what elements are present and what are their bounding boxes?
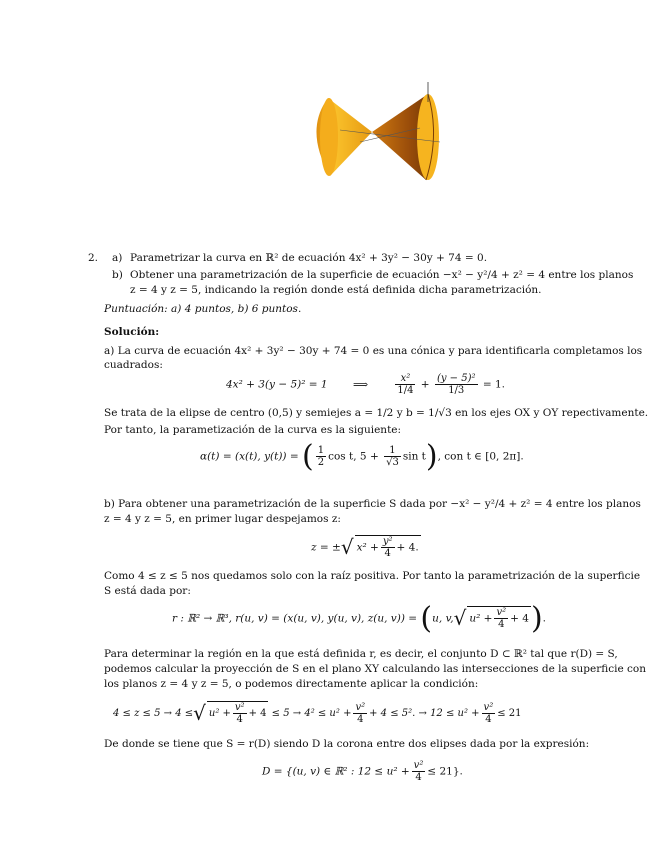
solution-a-paragraph-1b: cuadrados: — [104, 359, 163, 371]
solution-b-paragraph-3c: los planos z = 4 y z = 5, o podemos directamente aplicar la condición: — [104, 678, 479, 690]
problem-score: Puntuación: a) 4 puntos, b) 6 puntos. — [104, 303, 302, 315]
eq5-part-4: ≤ 21 — [497, 708, 522, 719]
equation-3: z = ±√ x² + $\frac{\text{y²}}{4}$ + 4. — [311, 535, 419, 559]
problem-number: 2. — [88, 252, 99, 264]
eq6-right: ≤ 21}. — [427, 765, 463, 778]
equation-4: r : ℝ² → ℝ³, r(u, v) = (x(u, v), y(u, v), z(u, v)) = (u, v,√ u² + $\frac{\text{v²}}{4}$ + 4). — [172, 601, 547, 636]
double-cone-figure — [300, 80, 450, 190]
equation-6 — [262, 760, 463, 783]
eq2-fraction-1: $\frac{1}{2}$ — [317, 445, 325, 468]
eq4-end: . — [542, 612, 547, 625]
eq4-radicand: u² + $\frac{\text{v²}}{4}$ + 4 — [469, 607, 529, 630]
eq1-fraction-2: $\frac{\text{(y − 5)²}}{1/3}$ — [436, 373, 476, 396]
eq1-arrow: ⟹ — [352, 378, 369, 391]
eq1-rhs: = 1. — [482, 378, 506, 391]
right-cone-base — [417, 94, 439, 180]
problem-b-text-1: Obtener una parametrización de la superficie de ecuación −x² − y²/4 + z² = 4 entre los planos — [130, 269, 634, 281]
eq4-left: r : ℝ² → ℝ³, r(u, v) = (x(u, v), y(u, v), z(u, v)) = — [172, 612, 418, 625]
eq2-mid: cos t, 5 + — [328, 450, 379, 463]
eq3-left: z = ± — [311, 541, 341, 554]
eq5-part-2: ≤ 5 → 4² ≤ u² + — [271, 708, 352, 719]
eq5-radicand: u² + $\frac{\text{v²}}{4}$ + 4 — [208, 702, 267, 725]
eq1-plus: + — [420, 378, 430, 391]
eq2-left: α(t) = (x(t), y(t)) = — [200, 450, 299, 463]
equation-2: α(t) = (x(t), y(t)) = ( $\frac{1}{2}$ cos t, 5 + $\frac{1}{√3}$ sin t), con t ∈ [0, 2π]. — [200, 439, 524, 474]
eq2-end: sin t — [402, 450, 426, 463]
equation-1 — [226, 373, 505, 396]
problem-a-text: Parametrizar la curva en ℝ² de ecuación 4x² + 3y² − 30y + 74 = 0. — [130, 252, 488, 264]
solution-b-paragraph-3: Para determinar la región en la que está definida r, es decir, el conjunto D ⊂ ℝ² tal que r(D) = S, — [104, 648, 618, 660]
solution-b-paragraph-1b: z = 4 y z = 5, en primer lugar despejamos z: — [104, 513, 341, 525]
eq5-part-1: 4 ≤ z ≤ 5 → 4 ≤ — [113, 708, 194, 719]
solution-b-paragraph-3b: podemos calcular la proyección de S en el plano XY calculando las intersecciones de la superficie con — [104, 663, 646, 675]
problem-b-text-2: z = 4 y z = 5, indicando la región donde está definida dicha parametrización. — [130, 284, 542, 296]
solution-a-paragraph-2: Se trata de la elipse de centro (0,5) y semiejes a = 1/2 y b = 1/√3 en los ejes OX y OY repectivamente. — [104, 407, 649, 419]
eq6-fraction: $\frac{\text{v²}}{4}$ — [413, 760, 424, 783]
eq1-fraction-1: $\frac{\text{x²}}{1/4}$ — [397, 373, 414, 396]
solution-b-paragraph-2: Como 4 ≤ z ≤ 5 nos quedamos solo con la raíz positiva. Por tanto la parametrización de la superficie — [104, 570, 641, 582]
solution-b-paragraph-4: De donde se tiene que S = r(D) siendo D la corona entre dos elipses dada por la expresión: — [104, 738, 590, 750]
eq2-condition: , con t ∈ [0, 2π]. — [437, 450, 524, 463]
eq1-left: 4x² + 3(y − 5)² = 1 — [226, 378, 328, 391]
left-cone-base — [320, 98, 338, 176]
solution-heading: Solución: — [104, 326, 160, 338]
equation-5: 4 ≤ z ≤ 5 → 4 ≤√ u² + $\frac{\text{v²}}{4}$ + 4 ≤ 5 → 4² ≤ u² + $\frac{\text{v²}}{4}$ + 4 ≤ 5². → 12 ≤ u² + $\frac{\text{v²}}{4}$ ≤ 21 — [113, 701, 522, 725]
solution-b-paragraph-1: b) Para obtener una parametrización de la superficie S dada por −x² − y²/4 + z² = 4 entre los planos — [104, 498, 641, 510]
eq5-part-3: + 4 ≤ 5². → 12 ≤ u² + — [369, 708, 480, 719]
eq2-fraction-2: $\frac{1}{√3}$ — [386, 445, 399, 468]
eq3-radicand: x² + $\frac{\text{y²}}{4}$ + 4. — [356, 536, 419, 559]
solution-a-paragraph-3: Por tanto, la parametización de la curva es la siguiente: — [104, 424, 402, 436]
problem-b-label: b) — [112, 269, 123, 281]
solution-a-paragraph-1: a) La curva de ecuación 4x² + 3y² − 30y + 74 = 0 es una cónica y para identificarla completamos los — [104, 345, 643, 357]
eq4-in1: u, v, — [432, 612, 454, 625]
problem-a-label: a) — [112, 252, 123, 264]
solution-b-paragraph-2b: S está dada por: — [104, 585, 191, 597]
eq6-left: D = {(u, v) ∈ ℝ² : 12 ≤ u² + — [262, 765, 410, 778]
